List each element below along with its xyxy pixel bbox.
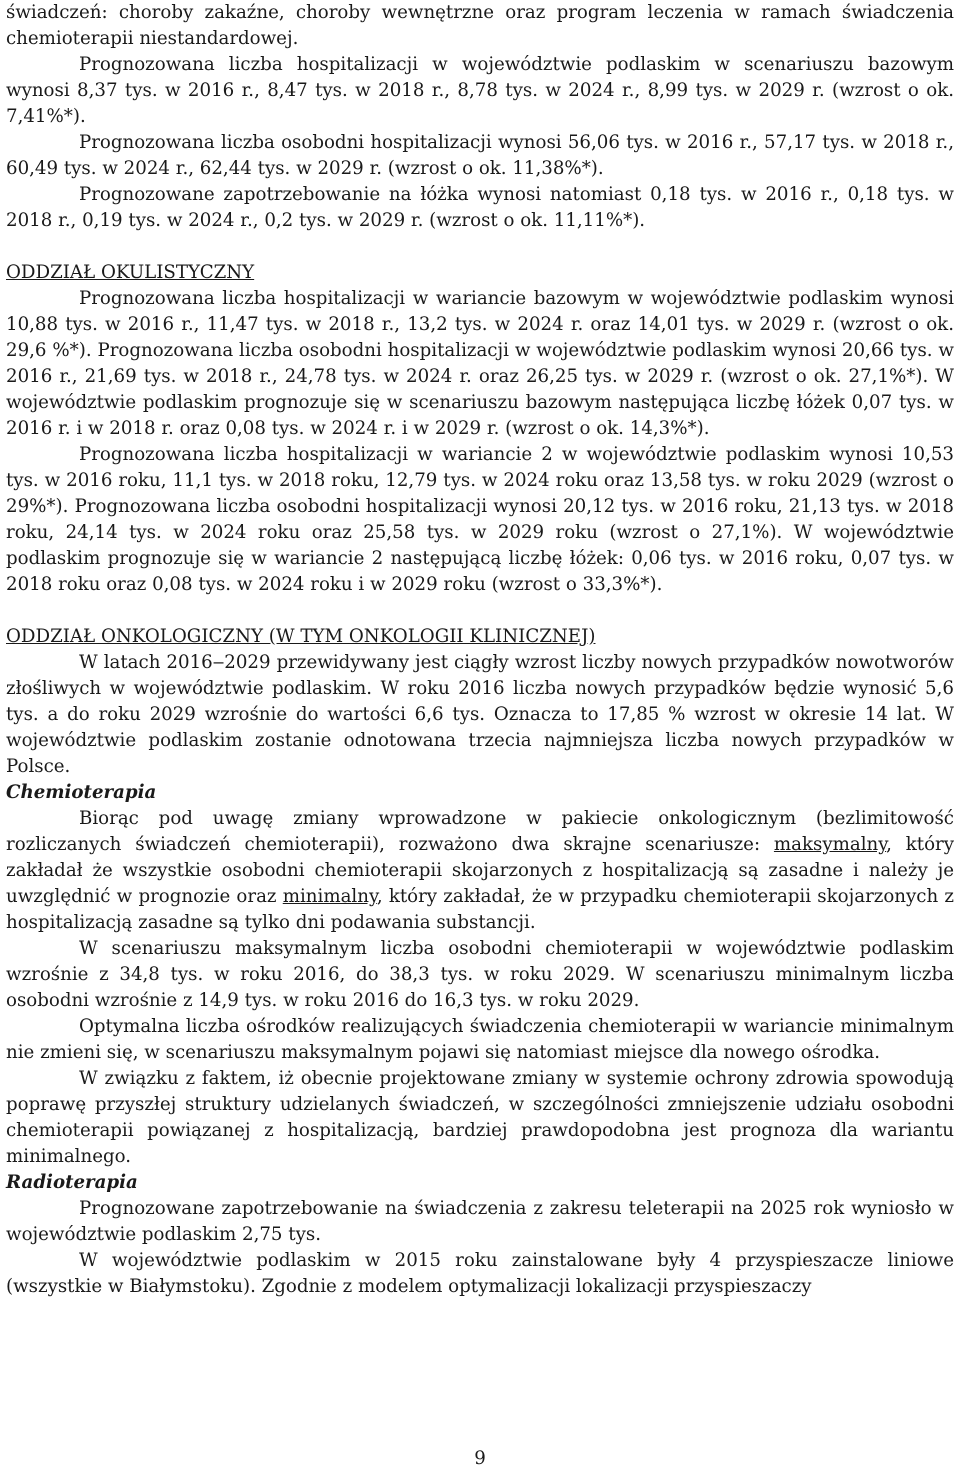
subheading-radioterapia: Radioterapia (6, 1172, 138, 1193)
chemioterapia-paragraph-4: W związku z faktem, iż obecnie projektowane zmiany w systemie ochrony zdrowia spowodują poprawę przyszłej struktury udzielanych świadczeń, w szczególności zmniejszenie udziału osobodni chemioterapii powiązanej z hospitalizacją, bardziej prawdopodobna jest prognoza dla wariantu minimalnego. (6, 1068, 954, 1167)
chemioterapia-paragraph-3: Optymalna liczba ośrodków realizujących świadczenia chemioterapii w wariancie minimalnym nie zmieni się, w scenariuszu maksymalnym pojawi się natomiast miejsce dla nowego ośrodka. (6, 1016, 954, 1063)
term-maksymalny: maksymalny (773, 834, 887, 855)
page-number: 9 (474, 1448, 486, 1469)
onkologiczny-paragraph-1: W latach 2016‒2029 przewidywany jest ciągły wzrost liczby nowych przypadków nowotworów złośliwych w województwie podlaskim. W roku 2016 liczba nowych przypadków będzie wynosić 5,6 tys. a do roku 2029 wzrośnie do wartości 6,6 tys. Oznacza to 17,85 % wzrost w okresie 14 lat. W województwie podlaskim zostanie odnotowana trzecia najmniejsza liczba nowych przypadków w Polsce. (6, 652, 954, 777)
intro-paragraph-1: świadczeń: choroby zakaźne, choroby wewnętrzne oraz program leczenia w ramach świadczenia chemioterapii niestandardowej. (6, 2, 954, 49)
radioterapia-paragraph-1: Prognozowane zapotrzebowanie na świadczenia z zakresu teleterapii na 2025 rok wyniosło w województwie podlaskim 2,75 tys. (6, 1198, 954, 1245)
chemio-text-a: Biorąc pod uwagę zmiany wprowadzone w pakiecie onkologicznym (bezlimitowość rozliczanych świadczeń chemioterapii), rozważono dwa skrajne scenariusze: (6, 808, 954, 855)
okulistyczny-paragraph-2: Prognozowana liczba hospitalizacji w wariancie 2 w województwie podlaskim wynosi 10,53 tys. w 2016 roku, 11,1 tys. w 2018 roku, 12,79 tys. w 2024 roku oraz 13,58 tys. w roku 2029 (wzrost o 29%*). Prognozowana liczba osobodni hospitalizacji wynosi 20,12 tys. w 2016 roku, 21,13 tys. w 2018 roku, 24,14 tys. w 2024 roku oraz 25,58 tys. w 2029 roku (wzrost o 27,1%). W województwie podlaskim prognozuje się w wariancie 2 następującą liczbę łóżek: 0,06 tys. w 2016 roku, 0,07 tys. w 2018 roku oraz 0,08 tys. w 2024 roku i w 2029 roku (wzrost o 33,3%*). (6, 444, 954, 595)
chemio-text-c: , który zakładał, że w przypadku chemioterapii skojarzonych z hospitalizacją zasadne są tylko dni podawania substancji. (6, 886, 954, 933)
chemio-text-b: , który zakładał że wszystkie osobodni chemioterapii skojarzonych z hospitalizacją są zasadne i należy je uwzględnić w prognozie oraz (6, 834, 954, 907)
intro-paragraph-4: Prognozowane zapotrzebowanie na łóżka wynosi natomiast 0,18 tys. w 2016 r., 0,18 tys. w 2018 r., 0,19 tys. w 2024 r., 0,2 tys. w 2029 r. (wzrost o ok. 11,11%*). (6, 184, 954, 231)
intro-paragraph-2: Prognozowana liczba hospitalizacji w województwie podlaskim w scenariuszu bazowym wynosi 8,37 tys. w 2016 r., 8,47 tys. w 2018 r., 8,78 tys. w 2024 r., 8,99 tys. w 2029 r. (wzrost o ok. 7,41%*). (6, 54, 954, 127)
intro-paragraph-3: Prognozowana liczba osobodni hospitalizacji wynosi 56,06 tys. w 2016 r., 57,17 tys. w 2018 r., 60,49 tys. w 2024 r., 62,44 tys. w 2029 r. (wzrost o ok. 11,38%*). (6, 132, 954, 179)
okulistyczny-paragraph-1: Prognozowana liczba hospitalizacji w wariancie bazowym w województwie podlaskim wynosi 10,88 tys. w 2016 r., 11,47 tys. w 2018 r., 13,2 tys. w 2024 r. oraz 14,01 tys. w 2029 r. (wzrost o ok. 29,6 %*). Prognozowana liczba osobodni hospitalizacji w województwie podlaskim wynosi 20,66 tys. w 2016 r., 21,69 tys. w 2018 r., 24,78 tys. w 2024 r. oraz 26,25 tys. w 2029 r. (wzrost o ok. 27,1%*). W województwie podlaskim prognozuje się w scenariuszu bazowym następująca liczbę łóżek 0,07 tys. w 2016 r. i w 2018 r. oraz 0,08 tys. w 2024 r. i w 2029 r. (wzrost o ok. 14,3%*). (6, 288, 954, 439)
chemioterapia-paragraph-2: W scenariuszu maksymalnym liczba osobodni chemioterapii w województwie podlaskim wzrośnie z 34,8 tys. w roku 2016, do 38,3 tys. w roku 2029. W scenariuszu minimalnym liczba osobodni wzrośnie z 14,9 tys. w roku 2016 do 16,3 tys. w roku 2029. (6, 938, 954, 1011)
subheading-chemioterapia: Chemioterapia (6, 782, 157, 803)
section-heading-onkologiczny: ODDZIAŁ ONKOLOGICZNY (W TYM ONKOLOGII KLINICZNEJ) (6, 626, 596, 647)
spacer (6, 598, 954, 624)
term-minimalny: minimalny (282, 886, 377, 907)
spacer (6, 234, 954, 260)
radioterapia-paragraph-2: W województwie podlaskim w 2015 roku zainstalowane były 4 przyspieszacze liniowe (wszystkie w Białymstoku). Zgodnie z modelem optymalizacji lokalizacji przyspieszaczy (6, 1250, 954, 1297)
chemioterapia-paragraph-1 (6, 806, 954, 936)
section-heading-okulistyczny: ODDZIAŁ OKULISTYCZNY (6, 262, 255, 283)
document-page (6, 0, 954, 1300)
